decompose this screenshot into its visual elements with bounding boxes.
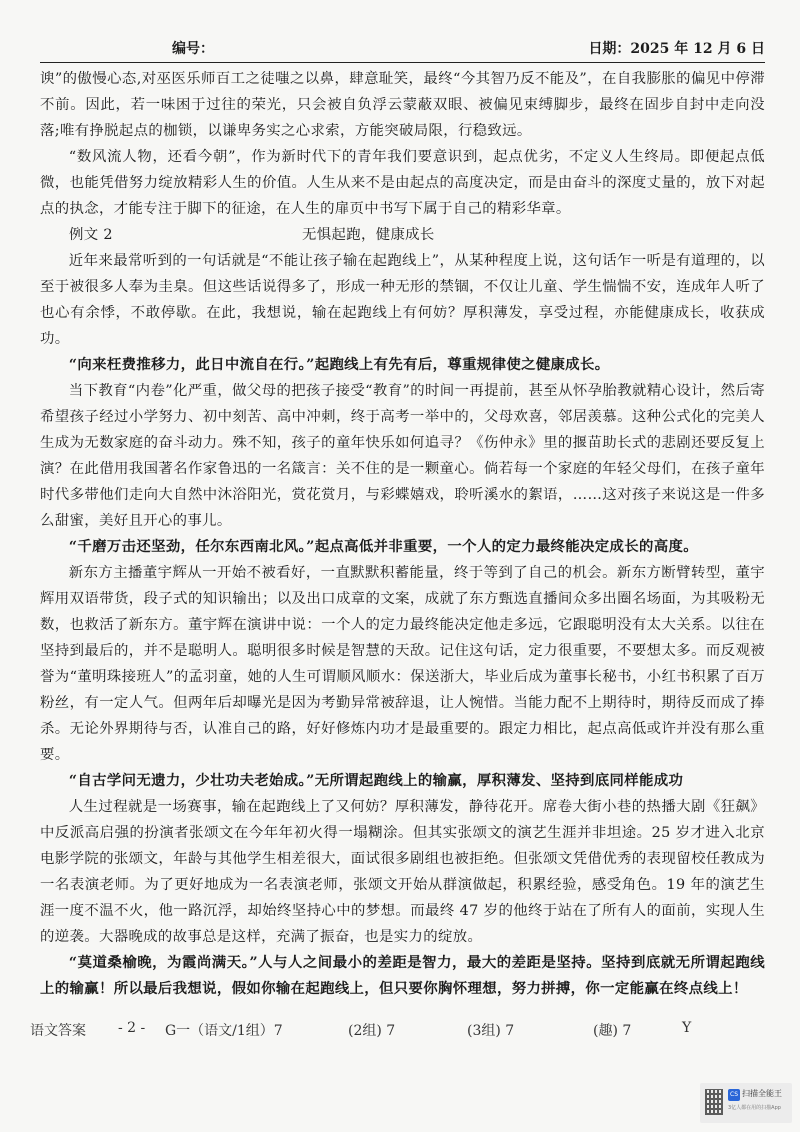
section-heading: “自古学问无遗力，少壮功夫老始成。”无所谓起跑线上的输赢，厚积薄发、坚持到底同样能成功 — [68, 772, 684, 789]
paragraph: 谀”的傲慢心态,对巫医乐师百工之徒嗤之以鼻，肆意耻笑，最终“今其智乃反不能及”，在自我膨胀的偏见中停滞不前。因此，若一味困于过往的荣光，只会被自负浮云蒙蔽双眼、被偏见束缚脚步，最终在固步自封中走向没落;唯有挣脱起点的枷锁，以谦卑务实之心求索，方能突破局限，行稳致远。 — [40, 71, 765, 139]
page-header — [40, 38, 765, 63]
camscanner-logo-icon: CS — [728, 1089, 740, 1101]
footer-subject: 语文答案 — [30, 1023, 86, 1039]
footer-page-number: - 2 - — [118, 1020, 146, 1036]
paragraph: 人生过程就是一场赛事，输在起跑线上了又何妨？厚积薄发，静待花开。席卷大街小巷的热播大剧《狂飙》中反派高启强的扮演者张颂文在今年年初火得一塌糊涂。但其实张颂文的演艺生涯并非坦途。25 岁才进入北京电影学院的张颂文，年龄与其他学生相差很大，面试很多剧组也被拒绝。但张颂文凭借优秀的表现留校任教成为一名表演老师。为了更好地成为一名表演老师，张颂文开始从群演做起，积累经验，感受角色。19 年的演艺生涯一度不温不火，他一路沉浮，却始终坚持心中的梦想。而最终 47 岁的他终于站在了所有人的面前，实现人生的逆袭。大器晚成的故事总是这样，充满了振奋，也是实力的绽放。 — [40, 799, 765, 945]
paragraph: “数风流人物，还看今朝”，作为新时代下的青年我们要意识到，起点优劣，不定义人生终局。即便起点低微，也能凭借努力绽放精彩人生的价值。人生从来不是由起点的高度决定，而是由奋斗的深度丈量的，放下对起点的执念，才能专注于脚下的征途，在人生的扉页中书写下属于自己的精彩华章。 — [40, 149, 765, 217]
watermark-app-name: 扫描全能王 — [742, 1089, 782, 1098]
scanner-watermark — [700, 1083, 792, 1123]
paragraph: 近年来最常听到的一句话就是“不能让孩子输在起跑线上”，从某种程度上说，这句话乍一听是有道理的，以至于被很多人奉为圭臬。但这些话说得多了，形成一种无形的禁锢，不仅让儿童、学生惴惴不安，连成年人听了也心有余悸，不敢停歇。在此，我想说，输在起跑线上有何妨？厚积薄发，享受过程，亦能健康成长，收获成功。 — [40, 253, 765, 347]
conclusion-paragraph: “莫道桑榆晚，为霞尚满天。”人与人之间最小的差距是智力，最大的差距是坚持。坚持到底就无所谓起跑线上的输赢！所以最后我想说，假如你输在起跑线上，但只要你胸怀理想，努力拼搏，你一定能赢在终点线上！ — [40, 954, 765, 997]
document-body — [40, 66, 765, 1002]
example-title: 无惧起跑，健康成长 — [302, 227, 435, 243]
qr-code-icon — [705, 1089, 723, 1115]
footer-group-1: G一（语文/1组）7 — [165, 1023, 283, 1039]
date-label: 日期：2025 年 12 月 6 日 — [588, 41, 765, 57]
watermark-tagline: 3亿人都在用的扫描App — [728, 1105, 781, 1111]
example-heading — [40, 222, 765, 248]
footer-group-3: (3组) 7 — [467, 1023, 515, 1039]
footer-group-4: (趣) 7 — [593, 1023, 632, 1039]
paragraph: 新东方主播董宇辉从一开始不被看好，一直默默积蓄能量，终于等到了自己的机会。新东方断臂转型，董宇辉用双语带货，段子式的知识输出；以及出口成章的文案，成就了东方甄选直播间众多出圈名场面，为其吸粉无数，也救活了新东方。董宇辉在演讲中说：一个人的定力最终能决定他走多远，它跟聪明没有太大关系。以往在坚持到最后的，并不是聪明人。聪明很多时候是智慧的天敌。记住这句话，定力很重要，不要想太多。而反观被誉为“董明珠接班人”的孟羽童，她的人生可谓顺风顺水：保送浙大，毕业后成为董事长秘书，小红书积累了百万粉丝，有一定人气。但两年后却曝光是因为考勤异常被辞退，让人惋惜。当能力配不上期待时，期待反而成了捧杀。无论外界期待与否，认准自己的路，好好修炼内功才是最重要的。跟定力相比，起点高低或许并没有那么重要。 — [40, 565, 765, 763]
paragraph: 当下教育“内卷”化严重，做父母的把孩子接受“教育”的时间一再提前，甚至从怀孕胎教就精心设计，然后寄希望孩子经过小学努力、初中刻苦、高中冲刺，终于高考一举中的，父母欢喜，邻居羡慕。这种公式化的完美人生成为无数家庭的奋斗动力。殊不知，孩子的童年快乐如何追寻？《伤仲永》里的揠苗助长式的悲剧还要反复上演？在此借用我国著名作家鲁迅的一名箴言：关不住的是一颗童心。倘若每一个家庭的年轻父母们，在孩子童年时代多带他们走向大自然中沐浴阳光，赏花赏月，与彩蝶嬉戏，聆听溪水的絮语，……这对孩子来说这是一件多么甜蜜，美好且开心的事儿。 — [40, 383, 765, 529]
section-heading: “向来枉费推移力，此日中流自在行。”起跑线上有先有后，尊重规律使之健康成长。 — [68, 356, 610, 373]
page-footer — [30, 1020, 760, 1042]
example-label: 例文 2 — [69, 227, 113, 243]
footer-group-2: (2组) 7 — [348, 1023, 396, 1039]
footer-mark: Y — [682, 1020, 692, 1036]
number-label: 编号： — [172, 41, 214, 57]
section-heading: “千磨万击还坚劲，任尔东西南北风。”起点高低并非重要，一个人的定力最终能决定成长的高度。 — [68, 538, 698, 555]
